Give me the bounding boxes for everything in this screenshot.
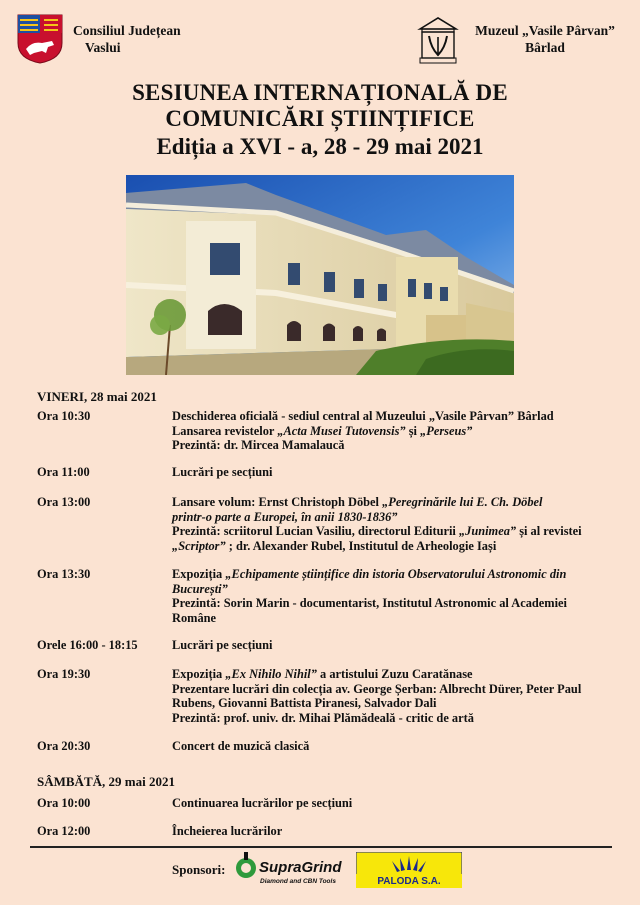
desc-line: Rubens, Giovanni Battista Piranesi, Salvador Dali [172, 696, 437, 710]
desc-text: a artistului Zuzu Caratănase [316, 667, 473, 681]
event-title-line1: SESIUNEA INTERNAȚIONALĂ DE [132, 80, 508, 105]
museum-name-line1: Muzeul „Vasile Pârvan” [475, 23, 615, 38]
schedule-time: Ora 20:30 [37, 739, 91, 753]
schedule-time: Ora 12:00 [37, 824, 91, 838]
publisher-name: „Junimea” [458, 524, 517, 538]
journal-title-perseus: „Perseus” [420, 423, 473, 438]
desc-text: Expoziția [172, 667, 226, 681]
desc-line [172, 424, 612, 439]
museum-name-line2: Bârlad [525, 40, 565, 55]
schedule-time: Ora 13:30 [37, 567, 91, 581]
county-council-name [73, 22, 181, 56]
sponsors-label: Sponsori: [172, 862, 226, 877]
schedule-description [172, 495, 612, 553]
schedule-time: Ora 10:30 [37, 409, 91, 423]
event-edition-date: Ediția a XVI - a, 28 - 29 mai 2021 [156, 134, 484, 159]
book-title: „Peregrinările lui E. Ch. Döbel [382, 495, 543, 509]
desc-line [172, 582, 612, 597]
desc-text: Lansarea revistelor [172, 423, 278, 438]
schedule-time: Ora 19:30 [37, 667, 91, 681]
day1-title: VINERI, 28 mai 2021 [37, 389, 157, 404]
desc-line: Prezintă: prof. univ. dr. Mihai Plămădeală - critic de artă [172, 710, 474, 725]
schedule-description: Lucrări pe secțiuni [172, 465, 273, 479]
exhibition-title: „Echipamente științifice din istoria Observatorului Astronomic din [225, 567, 567, 581]
desc-line [172, 495, 612, 510]
schedule-description [172, 567, 612, 625]
paloda-name: PALODA S.A. [377, 876, 441, 887]
museum-building-photo [126, 175, 514, 375]
schedule-description: Încheierea lucrărilor [172, 824, 283, 838]
county-council-line1: Consiliul Județean [73, 23, 181, 38]
supragrind-tagline: Diamond and CBN Tools [260, 878, 336, 885]
desc-text: ; dr. Alexander Rubel, Institutul de Arheologie Iași [225, 538, 497, 553]
journal-title-scriptor: „Scriptor” [172, 538, 226, 553]
desc-line [172, 539, 612, 554]
museum-name [470, 22, 620, 56]
schedule-description [172, 409, 612, 453]
county-council-line2: Vaslui [85, 40, 121, 55]
supragrind-logo [234, 852, 346, 888]
schedule-description: Concert de muzică clasică [172, 739, 310, 753]
journal-title-acta: „Acta Musei Tutovensis” [277, 423, 406, 438]
desc-line: Române [172, 610, 217, 625]
desc-line [172, 567, 612, 582]
desc-line [172, 524, 612, 539]
desc-line: Deschiderea oficială - sediul central al Muzeului „Vasile Pârvan” Bârlad [172, 409, 554, 423]
header [0, 0, 640, 80]
schedule-time: Ora 10:00 [37, 796, 91, 810]
supragrind-name: SupraGrind [259, 859, 342, 876]
schedule-time: Ora 11:00 [37, 465, 90, 479]
county-crest-icon [16, 13, 64, 65]
schedule-description: Continuarea lucrărilor pe secțiuni [172, 796, 353, 810]
desc-line: Prezentare lucrări din colecția av. George Șerban: Albrecht Dürer, Peter Paul [172, 681, 582, 696]
desc-text: și [405, 423, 421, 438]
footer-divider [30, 846, 612, 848]
exhibition-title: „Ex Nihilo Nihil” [225, 667, 317, 681]
schedule-time: Ora 13:00 [37, 495, 91, 509]
desc-line: Prezintă: Sorin Marin - documentarist, Institutul Astronomic al Academiei [172, 596, 567, 610]
desc-text: Lansare volum: Ernst Christoph Döbel [172, 495, 383, 509]
event-title [0, 80, 640, 162]
book-title-cont: printr-o parte a Europei, în anii 1830-1836” [172, 509, 398, 524]
schedule-description: Lucrări pe secțiuni [172, 638, 273, 652]
schedule-description [172, 667, 612, 725]
exhibition-title-cont: București” [172, 581, 228, 596]
desc-text: și al revistei [516, 524, 582, 538]
schedule-time: Orele 16:00 - 18:15 [37, 638, 138, 652]
paloda-logo [356, 852, 462, 888]
desc-line [172, 667, 612, 682]
desc-line: Prezintă: dr. Mircea Mamalaucă [172, 438, 345, 452]
day2-title: SÂMBĂTĂ, 29 mai 2021 [37, 774, 175, 789]
desc-line [172, 510, 612, 525]
museum-building-logo-icon [417, 15, 459, 65]
desc-text: Prezintă: scriitorul Lucian Vasiliu, directorul Editurii [172, 524, 459, 538]
event-title-line2: COMUNICĂRI ȘTIINȚIFICE [165, 106, 475, 131]
desc-text: Expoziția [172, 567, 226, 581]
